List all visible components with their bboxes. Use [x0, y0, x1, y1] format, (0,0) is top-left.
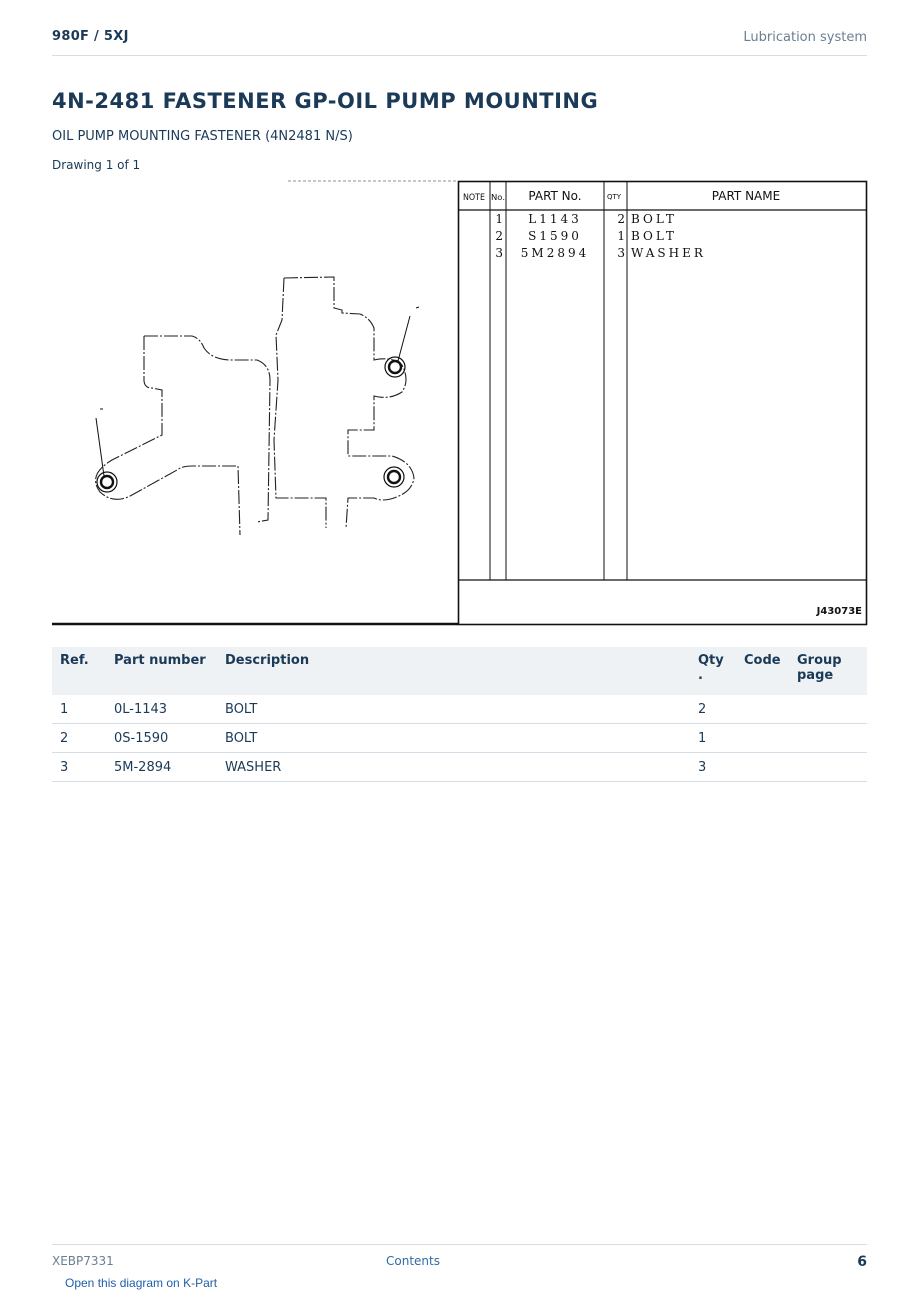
table-row — [52, 753, 867, 782]
parts-table — [52, 647, 867, 782]
page-number: 6 — [857, 1254, 867, 1270]
document-id: XEBP7331 — [52, 1254, 114, 1268]
group-page-cell — [789, 695, 867, 724]
ref-cell: 2 — [52, 724, 106, 753]
machine-model: 980F / 5XJ — [52, 29, 129, 44]
ref-cell: 1 — [52, 695, 106, 724]
qty-cell: 3 — [690, 753, 736, 782]
group-page-cell — [789, 753, 867, 782]
drawing-id: J43073E — [816, 606, 862, 617]
drawing-row-no: 3 — [495, 246, 503, 260]
table-row — [52, 695, 867, 724]
drawing-row-part-no: L1143 — [528, 212, 582, 226]
drawing-row-part-no: S1590 — [528, 229, 582, 243]
part-number-cell: 0S-1590 — [106, 724, 217, 753]
drawing-row-qty: 2 — [617, 212, 625, 226]
code-cell — [736, 724, 789, 753]
bolt-fasteners — [97, 357, 405, 492]
section-name: Lubrication system — [743, 30, 867, 45]
ref-column-header: Ref. — [52, 647, 106, 695]
code-cell — [736, 695, 789, 724]
drawing-row-qty: 3 — [617, 246, 625, 260]
drawing-parts-list — [458, 181, 867, 625]
table-row — [52, 724, 867, 753]
group-page-column-header: Group page — [789, 647, 867, 695]
drawing-row-name: WASHER — [631, 246, 706, 260]
group-page-cell — [789, 724, 867, 753]
table-header-row — [52, 647, 867, 695]
page-footer — [52, 1244, 867, 1275]
part-name-column-header: PART NAME — [711, 189, 781, 203]
code-cell — [736, 753, 789, 782]
callout-leaders — [96, 307, 419, 476]
drawing-row-no: 1 — [495, 212, 503, 226]
qty-column-header: Qty . — [690, 647, 736, 695]
page-header — [52, 26, 867, 56]
drawing-row-no: 2 — [495, 229, 503, 243]
drawing-count: Drawing 1 of 1 — [52, 158, 141, 172]
description-cell: BOLT — [217, 724, 690, 753]
part-number-cell: 0L-1143 — [106, 695, 217, 724]
drawing-row-part-no: 5M2894 — [520, 246, 590, 260]
qty-cell: 2 — [690, 695, 736, 724]
page-subtitle: OIL PUMP MOUNTING FASTENER (4N2481 N/S) — [52, 129, 353, 144]
part-no-column-header: PART No. — [528, 189, 582, 203]
drawing-row-qty: 1 — [617, 229, 625, 243]
description-cell: WASHER — [217, 753, 690, 782]
drawing-row-name: BOLT — [631, 229, 677, 243]
parts-diagram — [52, 180, 868, 627]
code-column-header: Code — [736, 647, 789, 695]
note-column-header: NOTE — [463, 193, 485, 203]
ref-cell: 3 — [52, 753, 106, 782]
part-number-column-header: Part number — [106, 647, 217, 695]
part-number-cell: 5M-2894 — [106, 753, 217, 782]
qty-cell: 1 — [690, 724, 736, 753]
description-cell: BOLT — [217, 695, 690, 724]
page-title: 4N-2481 FASTENER GP-OIL PUMP MOUNTING — [52, 89, 599, 113]
drawing-row-name: BOLT — [631, 212, 677, 226]
contents-link[interactable]: Contents — [386, 1254, 440, 1268]
description-column-header: Description — [217, 647, 690, 695]
pump-mounting-illustration — [96, 181, 456, 535]
qty-column-header: QTY — [607, 193, 622, 201]
no-column-header: No. — [491, 193, 505, 202]
open-kpart-link[interactable]: Open this diagram on K-Part — [65, 1276, 218, 1290]
